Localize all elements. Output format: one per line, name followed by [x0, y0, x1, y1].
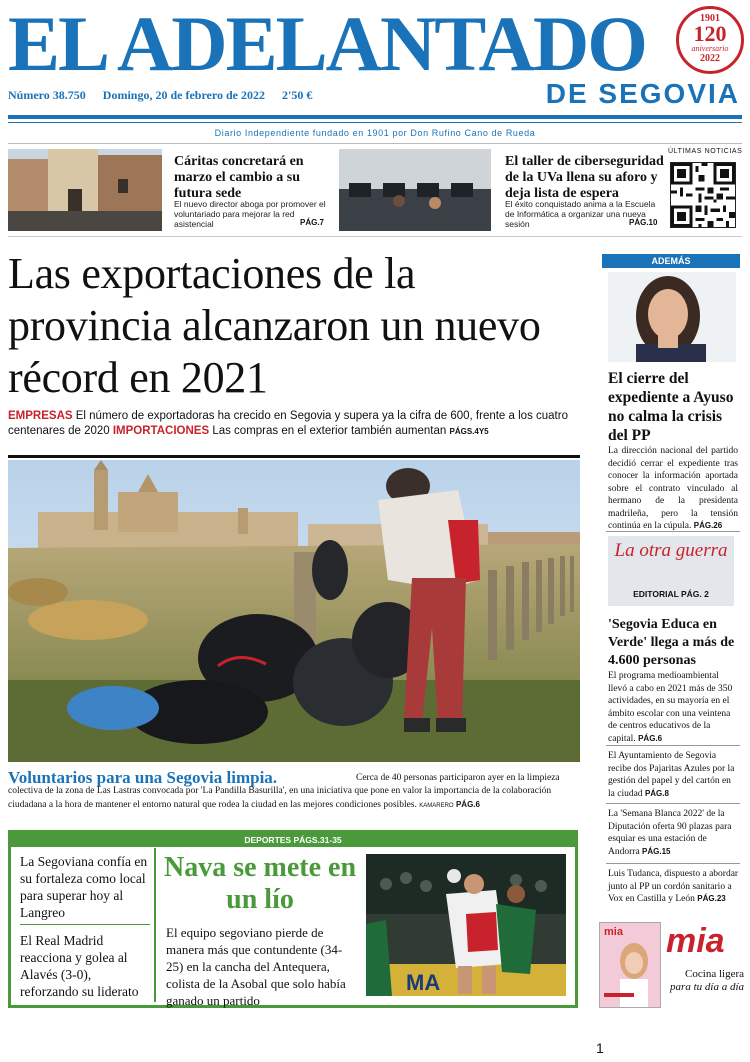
sidebar-story-4-page: PÁG.15	[642, 846, 671, 856]
divider	[154, 848, 156, 1002]
issue-price: 2'50 €	[282, 88, 313, 102]
sidebar-story-1-page: PÁG.26	[693, 521, 723, 530]
anniversary-number: 120	[693, 21, 727, 46]
sports-main-text: El equipo segoviano pierde de manera más que contundente (34-25) en la cancha del Antequera, colista de la Asobal que solo había ganado un partido	[166, 925, 346, 1008]
sports-item-real-madrid[interactable]: El Real Madrid reacciona y golea al Alavés (3-0), reforzando su liderato	[20, 933, 139, 999]
editorial-label-text: EDITORIAL	[633, 589, 679, 599]
mia-logo[interactable]: mia	[666, 922, 725, 960]
lead-headline[interactable]: Las exportaciones de la provincia alcanzaron un nuevo récord en 2021	[8, 249, 541, 402]
sports-item-segoviana[interactable]: La Segoviana confía en su fortaleza como local para superar hoy al Langreo	[20, 854, 148, 920]
teaser-2-photo[interactable]	[339, 149, 491, 231]
main-photo[interactable]	[8, 460, 580, 762]
masthead-rule-thin	[8, 122, 742, 123]
divider	[20, 924, 150, 925]
lead-text-2: Las compras en el exterior también aumentan	[209, 425, 450, 437]
founded-line: Diario Independiente fundado en 1901 por Don Rufino Cano de Rueda	[214, 128, 536, 138]
sidebar-story-1-body: La dirección nacional del partido decidió cerrar el expediente tras conocer la información aportada sobre el contrato vinculado al hermano de la presidenta madrileña, pero la tensión continúa en la cúpula.	[608, 446, 738, 531]
sidebar-story-1-text	[608, 445, 738, 533]
teaser-1-photo[interactable]	[8, 149, 162, 231]
corner-mark: 1	[596, 1040, 604, 1056]
sidebar-story-5-text: Luis Tudanca, dispuesto a abordar junto al PP un cordón sanitario a Vox en Castilla y León	[608, 869, 739, 904]
main-photo-art	[8, 460, 580, 762]
masthead-title: EL ADELANTADO	[8, 0, 646, 87]
divider	[8, 236, 742, 237]
qr-code[interactable]	[670, 162, 736, 228]
teaser-1-photo-art	[8, 149, 162, 231]
sports-main-headline[interactable]: Nava se mete en un lío	[163, 852, 357, 915]
anniversary-year-start: 1901	[700, 13, 720, 24]
svg-text:MA: MA	[406, 970, 441, 995]
editorial-title[interactable]: La otra guerra	[614, 540, 728, 561]
issue-number: Número 38.750	[8, 88, 86, 102]
sidebar-story-3-page: PÁG.8	[644, 788, 669, 798]
photo-caption-text	[8, 772, 582, 813]
divider	[606, 803, 740, 804]
sidebar-photo[interactable]	[608, 272, 736, 362]
mia-cover-art	[600, 923, 661, 1008]
svg-text:mia: mia	[604, 926, 623, 938]
editorial-page: PÁG. 2	[681, 589, 709, 599]
mia-magazine-cover[interactable]	[599, 922, 661, 1008]
divider	[606, 531, 740, 532]
qr-label: ÚLTIMAS NOTICIAS	[668, 148, 743, 155]
lead-kicker-importaciones: IMPORTACIONES	[112, 425, 210, 437]
photo-credit: KAMARERO	[419, 803, 454, 809]
lead-kicker-empresas: EMPRESAS	[8, 410, 73, 422]
lead-page: PÁGS.4Y5	[449, 427, 489, 436]
anniversary-year-end: 2022	[700, 53, 720, 64]
sidebar-story-2-text	[608, 670, 738, 745]
sidebar-photo-art	[608, 272, 736, 362]
anniversary-seal	[676, 6, 744, 74]
masthead-rule	[8, 115, 742, 119]
sports-photo[interactable]	[366, 854, 566, 996]
qr-code-icon	[671, 163, 735, 227]
sidebar-story-2-headline[interactable]: 'Segovia Educa en Verde' llega a más de 4.600 personas	[608, 617, 735, 668]
sidebar-story-2-page: PÁG.6	[638, 733, 663, 743]
sidebar-story-5[interactable]	[608, 868, 740, 906]
teaser-2-page: PÁG.10	[629, 218, 658, 227]
teaser-2-headline[interactable]: El taller de ciberseguridad de la UVa llena su aforo y deja lista de espera	[505, 154, 664, 201]
lead-subheadline	[8, 409, 584, 439]
teaser-2-photo-art	[339, 149, 491, 231]
issue-date: Domingo, 20 de febrero de 2022	[102, 88, 265, 102]
masthead-subtitle: DE SEGOVIA	[545, 78, 740, 109]
sidebar-story-3[interactable]	[608, 750, 740, 800]
photo-rule	[8, 455, 580, 458]
teaser-2-summary: El éxito conquistado anima a la Escuela de Informática a organizar una nueva sesión	[505, 199, 656, 229]
teaser-1-summary: El nuevo director aboga por promover el voluntariado para mejorar la red asistencial	[174, 199, 326, 229]
mia-promo-text	[666, 968, 744, 994]
sidebar-story-2-body: El programa medioambiental llevó a cabo en 2021 más de 350 actividades, en su mayoría en el ámbito escolar con una veintena de centros educativos de la capital.	[608, 671, 733, 744]
divider	[8, 143, 742, 144]
sports-photo-art	[366, 854, 566, 996]
sidebar-story-4[interactable]	[608, 808, 740, 858]
anniversary-word: aniversario	[691, 44, 729, 53]
sidebar-story-1-headline[interactable]: El cierre del expediente a Ayuso no calma la crisis del PP	[608, 370, 734, 444]
editorial-label	[608, 589, 734, 599]
sidebar-story-4-text: La 'Semana Blanca 2022' de la Diputación oferta 90 plazas para esquiar es una estación de Andorra	[608, 809, 732, 857]
divider	[606, 745, 740, 746]
issue-line	[8, 88, 326, 103]
divider	[606, 863, 740, 864]
sidebar-story-3-text: El Ayuntamiento de Segovia recibe dos Pajaritas Azules por la gestión del papel y del cartón en la ciudad	[608, 751, 735, 799]
sidebar-story-5-page: PÁG.23	[697, 894, 726, 903]
mia-promo-line-2: para tu día a día	[670, 981, 744, 993]
photo-caption-headline: Voluntarios para una Segovia limpia.	[8, 768, 278, 787]
photo-caption-page: PÁG.6	[455, 800, 480, 809]
mia-promo-line-1: Cocina ligera	[685, 968, 744, 980]
sports-section-bar: DEPORTES PÁGS.31-35	[11, 833, 575, 847]
lead-text-1: El número de exportadoras ha crecido en Segovia y supera ya la cifra de 600, frente a los cuatro centenares de 2020	[8, 410, 568, 437]
teaser-1-page: PÁG.7	[300, 218, 325, 227]
sidebar-bar: ADEMÁS	[602, 254, 740, 268]
teaser-1-headline[interactable]: Cáritas concretará en marzo el cambio a su futura sede	[174, 154, 304, 201]
photo-caption-body: Cerca de 40 personas participaron ayer en la limpieza colectiva de la zona de Las Lastras convocada por 'La Pandilla Basurilla', en una iniciativa que pone en valor la importancia de la colaboración ciudadana a la hora de mantener el entorno natural que rodea la ciudad en las mejores condiciones posibles.	[8, 773, 560, 810]
